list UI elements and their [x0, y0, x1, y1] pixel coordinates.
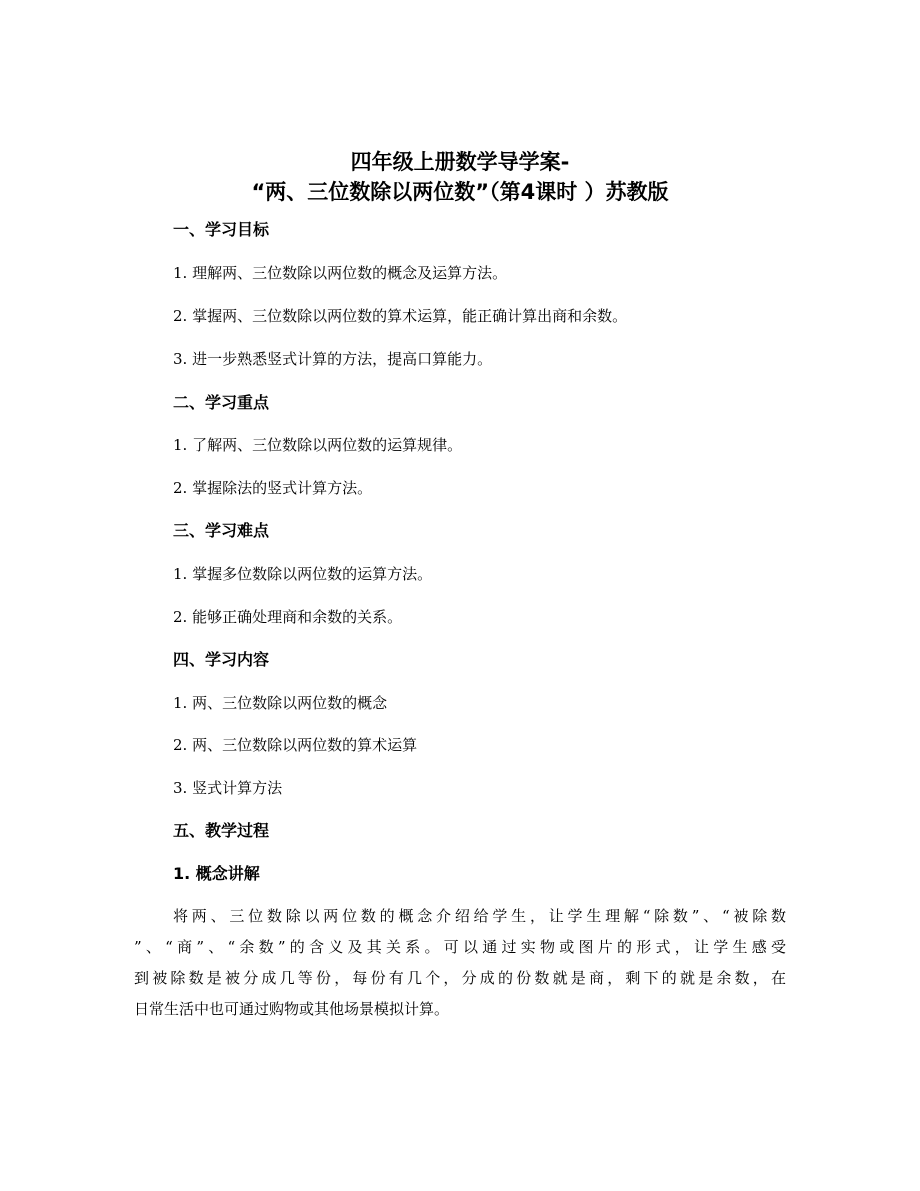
difficulty-item-2: 2. 能够正确处理商和余数的关系。	[173, 608, 403, 626]
section-heading-difficulties: 三、学习难点	[173, 521, 270, 540]
section-heading-goals: 一、学习目标	[173, 220, 270, 239]
process-paragraph	[134, 901, 786, 1025]
section-heading-content: 四、学习内容	[173, 650, 270, 669]
difficulty-item-1: 1. 掌握多位数除以两位数的运算方法。	[173, 565, 433, 583]
section-heading-process: 五、教学过程	[173, 821, 270, 840]
document-title-line-2: “两、三位数除以两位数”（第4课时 ）苏教版	[251, 180, 669, 204]
content-item-3: 3. 竖式计算方法	[173, 779, 283, 797]
paragraph-line-1: 将两、三位数除以两位数的概念介绍给学生，让学生理解“除数”、“被除数	[173, 907, 786, 925]
paragraph-line-2: ”、“商”、“余数”的含义及其关系。可以通过实物或图片的形式，让学生感受	[134, 938, 786, 956]
document-title-line-1: 四年级上册数学导学案-	[350, 150, 570, 174]
paragraph-line-3: 到被除数是被分成几等份，每份有几个，分成的份数就是商，剩下的就是余数，在	[134, 969, 786, 987]
key-point-item-1: 1. 了解两、三位数除以两位数的运算规律。	[173, 436, 463, 454]
content-item-1: 1. 两、三位数除以两位数的概念	[173, 694, 388, 712]
goal-item-3: 3. 进一步熟悉竖式计算的方法，提高口算能力。	[173, 350, 493, 368]
key-point-item-2: 2. 掌握除法的竖式计算方法。	[173, 479, 373, 497]
paragraph-line-4: 日常生活中也可通过购物或其他场景模拟计算。	[134, 1000, 450, 1018]
content-item-2: 2. 两、三位数除以两位数的算术运算	[173, 736, 418, 754]
process-subheading: 1. 概念讲解	[173, 864, 260, 883]
section-heading-key-points: 二、学习重点	[173, 393, 270, 412]
goal-item-2: 2. 掌握两、三位数除以两位数的算术运算，能正确计算出商和余数。	[173, 307, 628, 325]
goal-item-1: 1. 理解两、三位数除以两位数的概念及运算方法。	[173, 264, 508, 282]
